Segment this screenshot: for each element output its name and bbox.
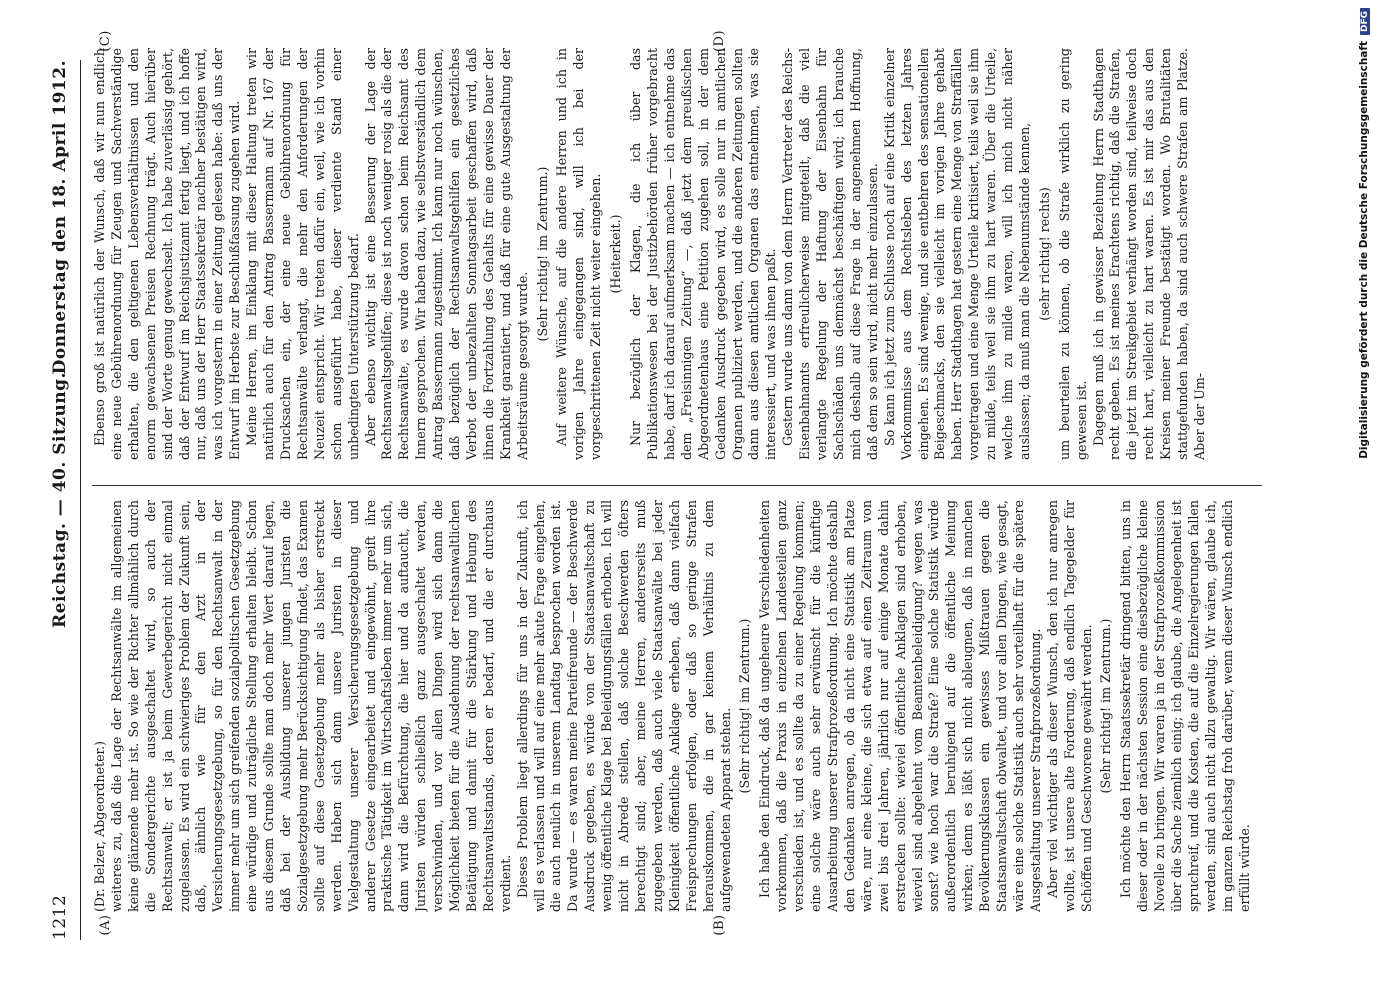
section-marker-c: (C) (98, 30, 113, 52)
right-column (92, 48, 1292, 460)
paragraph: Ich habe den Eindruck, daß da ungeheure Verschiedenheiten vorkommen, daß die Praxis in einzelnen Landesteilen ganz verschieden ist, und es sollte da zu einer Regelung kommen; eine solche wäre auch sehr erwünscht für die künftige Ausarbeitung unserer Strafprozeßordnung. Ich möchte deshalb den Gedanken anregen, ob da nicht eine Statistik am Platze wäre, nur eine kleine, die sich etwa auf einen Zeitraum von zwei bis drei Jahren, jährlich nur auf einige Monate dahin erstrecken sollte: wieviel öffentliche Anklagen sind erhoben, wieviel sind abgelehnt vom Beamtenbeleidigung? wegen was sonst? wie hoch war die Strafe? Eine solche Statistik würde außerordentlich beruhigend auf die öffentliche Meinung wirken; denn es läßt sich nicht ableugnen, daß in manchen Bevölkerungsklassen ein gewisses Mißtrauen gegen die Staatsanwaltschaft obwaltet, und vor allen Dingen, wie gesagt, wäre eine solche Statistik auch sehr vorteilhaft für die spätere Ausgestaltung unserer Strafprozeßordnung. (757, 500, 1043, 912)
page-number: 1212 (50, 894, 70, 940)
paragraph: Gestern wurde uns dann von dem Herrn Vertreter des Reichs-Eisenbahnamts erfreulicherweise mitgeteilt, daß die viel verlangte Regelung der Haftung der Eisenbahn für Sachschäden uns demnächst beschäftigen wird; ich brauche mich deshalb auf diese Frage in der angenehmen Hoffnung, daß dem so sein wird, nicht mehr einzulassen. (780, 48, 880, 460)
session-title: Reichstag. — 40. Sitzung. (50, 372, 70, 628)
paragraph: weiteres zu, daß die Lage der Rechtsanwälte im allgemeinen keine glänzende mehr ist. So wie der Richter allmählich durch die Sondergerichte ausgeschaltet wird, so auch der Rechtsanwalt; er ist ja beim Gewerbegericht nicht einmal zugelassen. Es wird ein schwieriges Problem der Zukunft sein, daß, ähnlich wie für den Arzt in der Versicherungsgesetzgebung, so für den Rechtsanwalt in der immer mehr um sich greifenden sozialpolitischen Gesetzgebung eine würdige und zuträgliche Stellung erhalten bleibt. Schon aus diesem Grunde sollte man doch mehr Wert darauf legen, daß bei der Ausbildung unserer jungen Juristen die Sozialgesetzgebung mehr Berücksichtigung findet, das Examen sollte auf diese Gesetzgebung mehr als bisher erstreckt werden. Haben sich dann unsere Juristen in dieser Vielgestaltung unserer Versicherungsgesetzgebung und anderer Gesetze eingearbeitet und eingewöhnt, greift ihre praktische Tätigkeit im Wirtschaftsleben immer mehr um sich, dann wird die Befürchtung, die hier und da auftaucht, die Juristen würden schließlich ganz ausgeschaltet werden, verschwinden, und vor allen Dingen wird sich dann die Möglichkeit bieten für die Ausdehnung der rechtsanwaltlichen Betätigung und damit für die Stärkung und Hebung des Rechtsanwaltsstands, deren er bedarf, und die er durchaus verdient. (108, 500, 513, 912)
digitization-credit (1358, 8, 1374, 992)
paragraph: So kann ich jetzt zum Schlusse noch auf eine Kritik einzelner Vorkommnisse aus dem Rechtsleben des letzten Jahres eingehen. Es sind wenige, und sie entbehren des sensationellen Beigeschmacks, den sie vielleicht im vorigen Jahre gehabt haben. Herr Stadthagen hat gestern eine Menge von Straffällen vorgetragen und eine Menge Urteile kritisiert, teils weil sie ihm zu milde, teils weil sie ihm zu hart waren. Über die Urteile, welche ihm zu milde waren, will ich mich nicht näher auslassen; da muß man die Nebenumstände kennen, (881, 48, 1032, 460)
paragraph: Dagegen muß ich in gewisser Beziehung Herrn Stadthagen recht geben. Es ist meines Erachtens richtig, daß die Strafen, die jetzt im Streikgebiet verhängt worden sind, teilweise doch recht hart, vielleicht zu hart waren. Es ist mir das aus den Kreisen meiner Freunde bestätigt worden. Wo Brutalitäten stattgefunden haben, da sind auch schwere Strafen am Platze. Aber der Um- (1090, 48, 1207, 460)
interjection: (Sehr richtig! im Zentrum.) (534, 166, 550, 342)
interjection: (Sehr richtig! im Zentrum.) (737, 618, 753, 794)
paragraph: Auf weitere Wünsche, auf die andere Herren und ich in vorigen Jahre eingegangen sind, will ich bei der vorgeschrittenen Zeit nicht weiter eingehen. (554, 48, 604, 460)
credit-text: Digitalisierung gefördert durch die Deutsche Forschungsgemeinschaft (1358, 41, 1370, 459)
left-column (92, 500, 1292, 912)
page-header (50, 60, 78, 940)
column-divider (92, 485, 1262, 486)
paragraph: Ebenso groß ist natürlich der Wunsch, daß wir nun endlich eine neue Gebührenordnung für Zeugen und Sachverständige erhalten, die den geltigenen Lebensverhältnissen und den enorm gewachsenen Preisen Rechnung trägt. Auch hierüber sind der Worte genug gewechselt. Ich habe zuverlässig gehört, daß der Entwurf im Reichsjustizamt fertig liegt, und ich hoffe nur, daß uns der Herr Staatssekretär nachher bestätigen wird, was ich vorgestern in einer Zeitung gelesen habe: daß uns der Entwurf im Herbste zur Beschlußfassung zugehen wird. (92, 48, 243, 460)
paragraph: um beurteilen zu können, ob die Strafe wirklich zu gering gewesen ist. (1056, 48, 1089, 460)
paragraph: Dieses Problem liegt allerdings für uns in der Zukunft, ich will es verlassen und will auf eine mehr akute Frage eingehen, die auch neulich in unserem Landtag besprochen worden ist. Da wurde — es waren meine Parteifreunde — der Beschwerde Ausdruck gegeben, es würde von der Staatsanwaltschaft zu wenig öffentliche Klage bei Beleidigungsfällen erhoben. Ich will nicht in Abrede stellen, daß solche Beschwerden öfters berechtigt sind; aber, meine Herren, andererseits muß zugegeben werden, daß auch viele Staatsanwälte bei jeder Kleinigkeit öffentliche Anklage erheben, daß dann vielfach Freisprechungen erfolgen, oder daß so geringe Strafen herauskommen, die in gar keinem Verhältnis zu dem aufgewendeten Apparat stehen. (514, 500, 733, 912)
header-rule (80, 60, 81, 940)
section-marker-b: (B) (712, 914, 727, 936)
interjection: (sehr richtig! rechts) (1036, 187, 1052, 321)
interjection: (Sehr richtig! im Zentrum.) (1098, 618, 1114, 794)
paragraph: Aber viel wichtiger als dieser Wunsch, den ich nur anregen wollte, ist unsere alte Forderung, daß endlich Tagegelder für Schöffen und Geschworene gewährt werden. (1044, 500, 1094, 912)
paragraph: Meine Herren, im Einklang mit dieser Haltung treten wir natürlich auch für den Antrag Bassermann auf Nr. 167 der Drucksachen ein, der eine neue Gebührenordnung für Rechtsanwälte verlangt, die mehr den Anforderungen der Neuzeit entspricht. Wir treten dafür ein, weil, wie ich vorhin schon ausgeführt habe, dieser verdiente Stand einer unbedingten Unterstützung bedarf. (244, 48, 361, 460)
interjection: (Heiterkeit.) (608, 214, 624, 294)
section-marker-a: (A) (98, 914, 113, 936)
section-marker-d: (D) (712, 29, 727, 53)
paragraph: Nur bezüglich der Klagen, die ich über das Publikationswesen bei der Justizbehörden früher vorgebracht habe, darf ich darauf aufmerksam machen — ich entnehme das dem „Freisinnigen Zeitung“ —, daß jetzt dem preußischen Abgeordnetenhaus eine Petition zugehen soll, in der dem Gedanken Ausdruck gegeben wird, es solle nur in amtlichen Organen publiziert werden, und die anderen Zeitungen sollten dann aus diesen amtlichen Organen das entnehmen, was sie interessiert, und was ihnen paßt. (628, 48, 779, 460)
dfg-logo: DFG (1360, 8, 1370, 35)
paragraph: Ich möchte den Herrn Staatssekretär dringend bitten, uns in dieser oder in der nächsten Session eine diesbezügliche kleine Novelle zu bringen. Wir waren ja in der Strafprozeßkommission über die Sache ziemlich einig; ich glaube, die Angelegenheit ist spruchreif, und die Kosten, die auf die Einzelregierungen fallen werden, sind auch nicht allzu gewaltig. Wir wären, glaube ich, im ganzen Reichstag froh darüber, wenn dieser Wunsch endlich erfüllt würde. (1118, 500, 1252, 912)
session-date: Donnerstag den 18. April 1912. (50, 60, 70, 375)
paragraph: Aber ebenso wichtig ist eine Besserung der Lage der Rechtsanwaltsgehilfen; diese ist noch weniger rosig als die der Rechtsanwälte, es wurde davon schon beim Reichsamt des Innern gesprochen. Wir haben dazu, wie selbstverständlich dem Antrag Bassermann zugestimmt. Ich kann nur noch wünschen, daß bezüglich der Rechtsanwaltsgehilfen ein gesetzliches Verbot der unbezahlten Sonntagsarbeit geschaffen wird, daß ihnen die Fortzahlung des Gehalts für eine gewisse Dauer der Krankheit garantiert, und daß für eine gute Ausgestaltung der Arbeitsräume gesorgt wurde. (362, 48, 530, 460)
speaker-line: (Dr. Belzer, Abgeordneter.) (92, 740, 107, 912)
